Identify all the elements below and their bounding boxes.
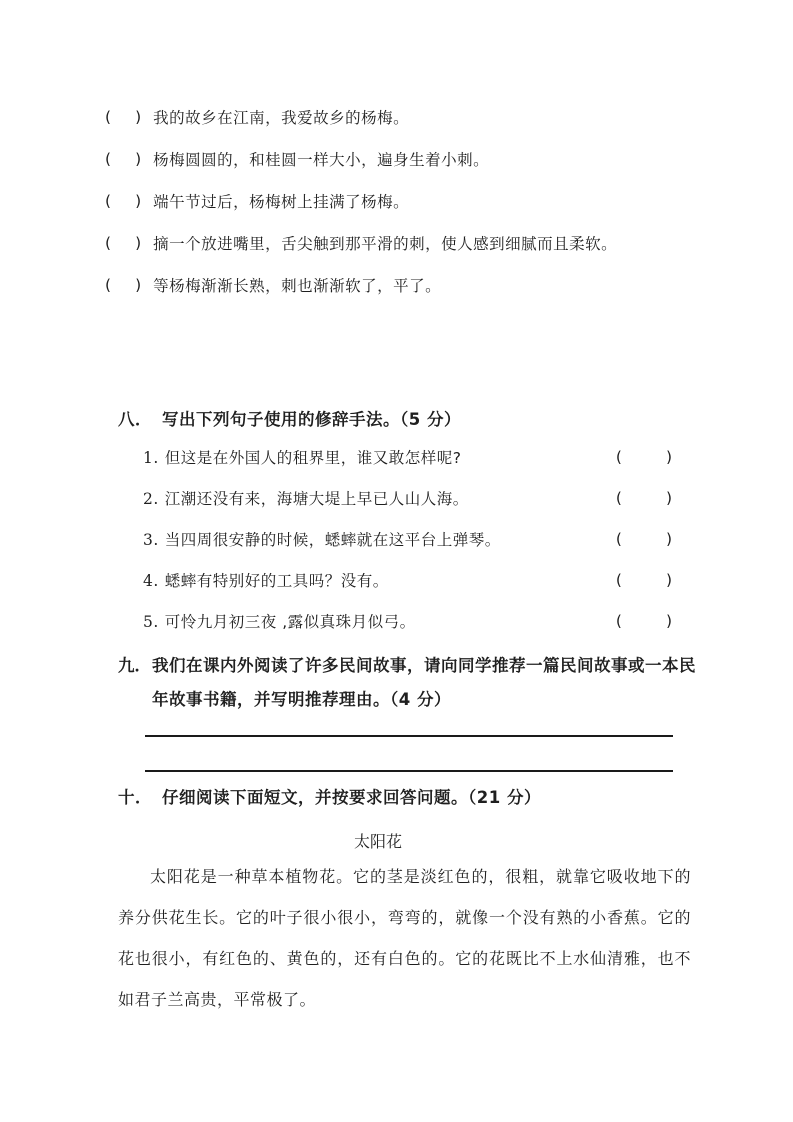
item-number: 1. xyxy=(143,448,159,467)
answer-bracket xyxy=(105,276,141,294)
passage-text: 太阳花是一种草本植物花。它的茎是淡红色的，很粗，就靠它吸收地下的养分供花生长。它的叶子很小很小，弯弯的，就像一个没有熟的小香蕉。它的花也很小，有红色的、黄色的，还有白色的。它的花既比不上水仙清雅，也不如君子兰高贵，平常极了。 xyxy=(118,867,691,1009)
rhetoric-item xyxy=(143,518,672,559)
item-number: 4. xyxy=(143,571,159,590)
rhetoric-item-text xyxy=(143,487,469,509)
answer-bracket xyxy=(105,150,141,168)
answer-bracket xyxy=(616,530,672,548)
ordering-exercise xyxy=(105,96,617,306)
answer-line xyxy=(145,717,673,737)
ordering-item-text: 杨梅圆圆的，和桂圆一样大小，遍身生着小刺。 xyxy=(153,151,490,169)
rhetoric-item-text xyxy=(143,528,501,550)
rhetoric-item-text xyxy=(143,569,389,591)
answer-bracket xyxy=(105,108,141,126)
answer-bracket xyxy=(616,448,672,466)
bracket-open: ( xyxy=(615,488,622,507)
answer-line xyxy=(145,737,673,772)
answer-bracket xyxy=(616,612,672,630)
bracket-open: ( xyxy=(105,234,112,252)
section-nine-title-line1: 我们在课内外阅读了许多民间故事，请向同学推荐一篇民间故事或一本民 xyxy=(152,656,696,675)
rhetoric-item-text xyxy=(143,446,462,468)
ordering-item xyxy=(105,180,617,222)
item-number: 2. xyxy=(143,489,159,508)
answer-lines xyxy=(145,717,673,772)
ordering-item-text: 等杨梅渐渐长熟，刺也渐渐软了，平了。 xyxy=(153,277,442,295)
bracket-close: ) xyxy=(135,192,142,210)
section-eight-heading xyxy=(118,408,672,432)
ordering-item xyxy=(105,96,617,138)
item-sentence: 当四周很安静的时候，蟋蟀就在这平台上弹琴。 xyxy=(164,530,501,549)
rhetoric-item xyxy=(143,436,672,477)
item-sentence: 蟋蟀有特别好的工具吗？没有。 xyxy=(164,571,389,590)
section-nine-number: 九． xyxy=(118,656,151,675)
bracket-open: ( xyxy=(105,150,112,168)
answer-bracket xyxy=(616,571,672,589)
bracket-open: ( xyxy=(615,447,622,466)
passage-title: 太阳花 xyxy=(353,832,402,851)
answer-bracket xyxy=(105,234,141,252)
section-nine-title-line2: 年故事书籍，并写明推荐理由。（4 分） xyxy=(152,690,451,709)
rhetoric-item xyxy=(143,477,672,518)
rhetoric-item-text xyxy=(143,610,416,632)
bracket-open: ( xyxy=(105,192,112,210)
ordering-item-text: 我的故乡在江南，我爱故乡的杨梅。 xyxy=(153,109,410,127)
bracket-close: ) xyxy=(135,276,142,294)
item-sentence: 江潮还没有来，海塘大堤上早已人山人海。 xyxy=(164,489,469,508)
bracket-close: ) xyxy=(135,234,142,252)
section-reading xyxy=(118,786,691,1020)
bracket-open: ( xyxy=(615,611,622,630)
bracket-open: ( xyxy=(105,276,112,294)
ordering-item xyxy=(105,138,617,180)
bracket-close: ) xyxy=(665,488,672,507)
section-ten-title: 仔细阅读下面短文，并按要求回答问题。（21 分） xyxy=(162,788,541,807)
rhetoric-item xyxy=(143,559,672,600)
item-sentence: 但这是在外国人的租界里，谁又敢怎样呢? xyxy=(164,448,462,467)
section-eight-number: 八． xyxy=(118,410,152,429)
section-eight-title: 写出下列句子使用的修辞手法。（5 分） xyxy=(162,410,461,429)
ordering-item xyxy=(105,264,617,306)
section-ten-number: 十． xyxy=(118,788,152,807)
bracket-open: ( xyxy=(615,570,622,589)
bracket-open: ( xyxy=(615,529,622,548)
section-ten-heading xyxy=(118,786,691,810)
ordering-item xyxy=(105,222,617,264)
item-sentence: 可怜九月初三夜 ,露似真珠月似弓。 xyxy=(164,612,416,631)
bracket-close: ) xyxy=(665,570,672,589)
bracket-close: ) xyxy=(665,447,672,466)
rhetoric-items xyxy=(143,436,672,641)
item-number: 5. xyxy=(143,612,159,631)
rhetoric-item xyxy=(143,600,672,641)
bracket-close: ) xyxy=(135,150,142,168)
section-rhetoric xyxy=(118,408,672,641)
answer-bracket xyxy=(105,192,141,210)
section-recommend xyxy=(118,649,696,772)
bracket-close: ) xyxy=(665,611,672,630)
item-number: 3. xyxy=(143,530,159,549)
section-nine-title xyxy=(152,649,696,717)
ordering-item-text: 端午节过后，杨梅树上挂满了杨梅。 xyxy=(153,193,410,211)
bracket-close: ) xyxy=(135,108,142,126)
section-nine-heading xyxy=(118,649,696,717)
answer-bracket xyxy=(616,489,672,507)
bracket-close: ) xyxy=(665,529,672,548)
ordering-item-text: 摘一个放进嘴里，舌尖触到那平滑的刺，使人感到细腻而且柔软。 xyxy=(153,235,618,253)
bracket-open: ( xyxy=(105,108,112,126)
